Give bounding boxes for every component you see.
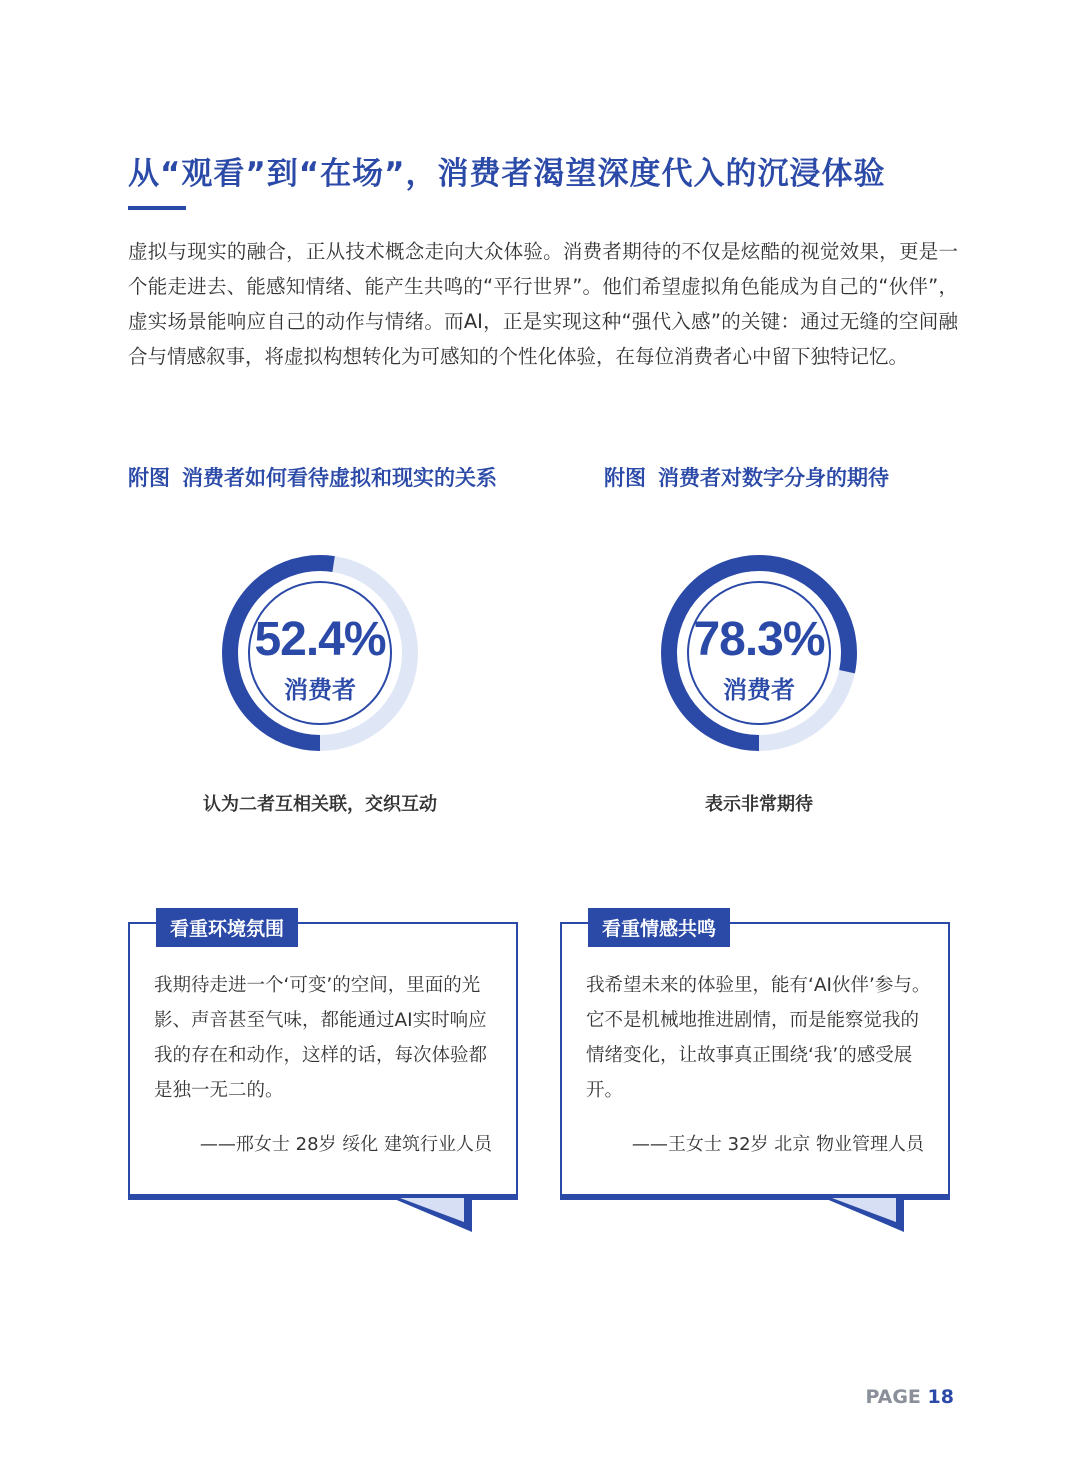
figure-caption-1: 认为二者互相关联，交织互动 <box>203 794 437 815</box>
figure-title-2 <box>604 462 889 492</box>
donut-value-1: 52.4% <box>254 613 386 666</box>
quote-signature-1 <box>200 1130 492 1156</box>
donut-chart-1 <box>217 550 423 756</box>
speech-tail-icon <box>824 1198 904 1232</box>
donut-chart-2 <box>656 550 862 756</box>
quote-tag-1: 看重环境氛围 <box>156 908 298 947</box>
speech-tail-icon <box>392 1198 472 1232</box>
page-label: PAGE <box>865 1386 921 1408</box>
quote-card-1 <box>128 918 518 1200</box>
intro-paragraph: 虚拟与现实的融合，正从技术概念走向大众体验。消费者期待的不仅是炫酷的视觉效果，更是一个能走进去、能感知情绪、能产生共鸣的“平行世界”。他们希望虚拟角色能成为自己的“伙伴”，虚实场景能响应自己的动作与情绪。而AI，正是实现这种“强代入感”的关键：通过无缝的空间融合与情感叙事，将虚拟构想转化为可感知的个性化体验，在每位消费者心中留下独特记忆。 <box>128 240 958 368</box>
quote-text-2: 我希望未来的体验里，能有‘AI伙伴’参与。它不是机械地推进剧情，而是能察觉我的情绪变化，让故事真正围绕‘我’的感受展开。 <box>586 975 931 1101</box>
quote-text-1: 我期待走进一个‘可变’的空间，里面的光影、声音甚至气味，都能通过AI实时响应我的存在和动作，这样的话，每次体验都是独一无二的。 <box>154 975 488 1101</box>
title-underline <box>128 206 186 210</box>
figure-lead-1: 附图 <box>128 466 170 490</box>
figure-caption-2: 表示非常期待 <box>705 794 813 815</box>
quote-signature-text-1: ——邢女士 28岁 绥化 建筑行业人员 <box>199 1134 492 1155</box>
quote-card-2 <box>560 918 950 1200</box>
page-title: 从“观看”到“在场”，消费者渴望深度代入的沉浸体验 <box>128 156 886 192</box>
donut-value-2: 78.3% <box>693 613 825 666</box>
donut-unit-2: 消费者 <box>723 676 795 704</box>
page-number <box>865 1386 954 1408</box>
quote-tag-2: 看重情感共鸣 <box>588 908 730 947</box>
figure-title-1 <box>128 462 497 492</box>
page-number-value: 18 <box>927 1386 954 1408</box>
figure-lead-2: 附图 <box>604 466 646 490</box>
donut-unit-1: 消费者 <box>284 676 356 704</box>
quote-signature-text-2: ——王女士 32岁 北京 物业管理人员 <box>631 1134 924 1155</box>
figure-title-text-2: 消费者对数字分身的期待 <box>658 466 889 490</box>
figure-title-text-1: 消费者如何看待虚拟和现实的关系 <box>182 466 497 490</box>
quote-signature-2 <box>632 1130 924 1156</box>
